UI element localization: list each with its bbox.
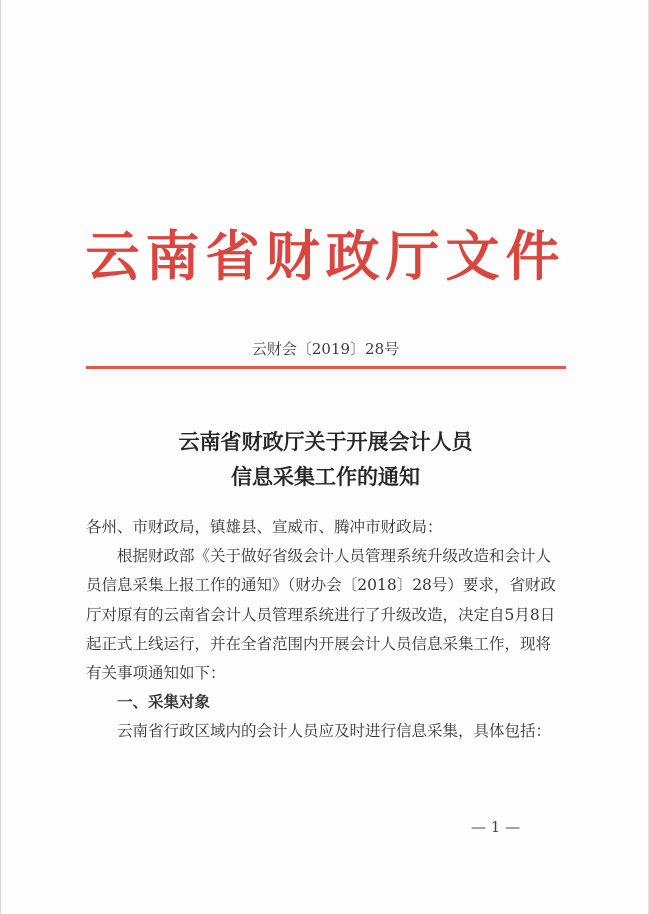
- body-paragraph-2: 云南省行政区域内的会计人员应及时进行信息采集，具体包括：: [117, 722, 552, 741]
- document-body: [86, 513, 566, 747]
- document-number: 云财会〔2019〕28号: [251, 340, 400, 358]
- page-number: — 1 —: [471, 818, 521, 836]
- subject-line-1: 云南省财政厅关于开展会计人员: [178, 429, 473, 454]
- subject-line-2: 信息采集工作的通知: [231, 464, 420, 489]
- document-subject: [1, 424, 649, 494]
- red-divider-line: [86, 366, 566, 369]
- addressees: 各州、市财政局，镇雄县、宣威市、腾冲市财政局：: [86, 518, 443, 536]
- body-paragraph-1: 根据财政部《关于做好省级会计人员管理系统升级改造和会计人员信息采集上报工作的通知》（财办会〔2018〕28号）要求，省财政厅对原有的云南省会计人员管理系统进行了升级改造，决定自5月8日起正式上线运行，并在全省范围内开展会计人员信息采集工作，现将有关事项通知如下：: [86, 547, 556, 683]
- issuing-authority-title: 云南省财政厅文件: [85, 224, 566, 288]
- section-heading-1: 一、采集对象: [117, 693, 211, 712]
